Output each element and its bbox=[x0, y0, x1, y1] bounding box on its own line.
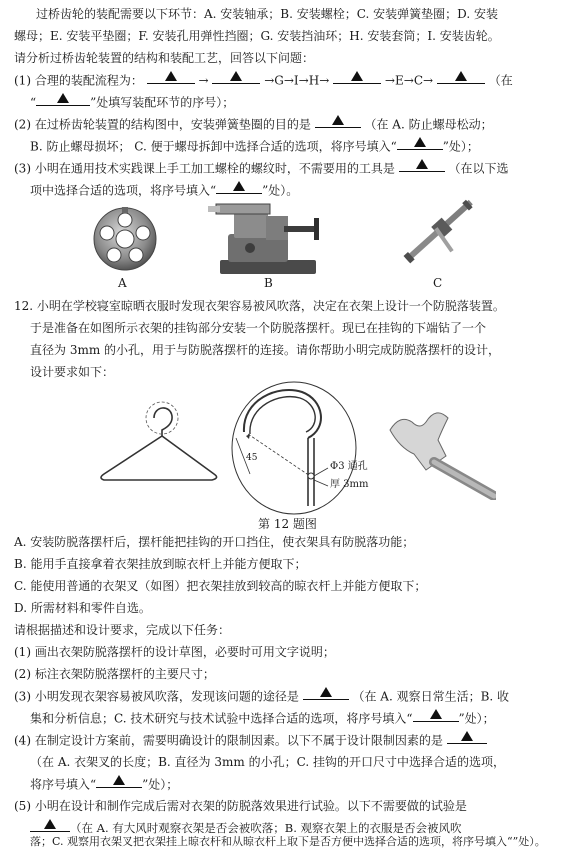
answer-triangle-icon bbox=[147, 69, 195, 83]
task-5-line-1: (5) 小明在设计和制作完成后需对衣架的防脱落效果进行试验。以下不需要做的试验是 bbox=[14, 799, 467, 813]
task-3-line-2 bbox=[30, 708, 495, 730]
flow-arrow: → bbox=[423, 73, 434, 88]
q11-part2-text: (2) 在过桥齿轮装置的结构图中，安装弹簧垫圈的目的是 bbox=[14, 117, 311, 132]
answer-blank-3[interactable] bbox=[333, 69, 381, 91]
answer-blank-8[interactable] bbox=[447, 729, 487, 751]
answer-blank-7[interactable] bbox=[303, 685, 349, 707]
answer-triangle-icon bbox=[216, 179, 262, 193]
flow-arrow: → bbox=[264, 73, 275, 88]
flow-step-g: G bbox=[274, 73, 284, 88]
q12-stem-line-4: 设计要求如下： bbox=[30, 365, 115, 379]
task-4-line-3 bbox=[30, 774, 178, 796]
answer-triangle-icon bbox=[397, 135, 443, 149]
answer-triangle-icon bbox=[437, 69, 485, 83]
q11-part3-options-2: 项中选择合适的选项，将序号填入“ bbox=[30, 183, 217, 198]
answer-blank-5[interactable] bbox=[315, 113, 361, 135]
task-4-tail: ”处）； bbox=[142, 777, 179, 792]
flow-arrow: → bbox=[403, 73, 414, 88]
task-5-options-3: 落；C. 观察用衣架叉把衣架挂上晾衣杆和从晾衣杆上取下是否方便中选择合适的选项， bbox=[30, 836, 453, 848]
task-5-tail: ”处）。 bbox=[512, 836, 546, 848]
dim-45-label: 45 bbox=[246, 453, 258, 463]
answer-triangle-icon bbox=[30, 817, 70, 831]
task-5-overflow bbox=[30, 836, 570, 848]
requirement-b: B. 能用手直接拿着衣架挂放到晾衣杆上并能方便取下； bbox=[14, 557, 307, 571]
answer-triangle-icon bbox=[399, 157, 445, 171]
tap-wrench-image bbox=[398, 190, 478, 276]
flow-arrow: → bbox=[198, 73, 209, 88]
task-1: (1) 画出衣架防脱落摆杆的设计草图，必要时可用文字说明； bbox=[14, 645, 335, 659]
q12-stem-line-2: 于是准备在如图所示衣架的挂钩部分安装一个防脱落摆杆。现已在挂钩的下端钻了一个 bbox=[30, 321, 487, 335]
task-4-text: (4) 在制定设计方案前，需要明确设计的限制因素。以下不属于设计限制因素的是 bbox=[14, 733, 443, 748]
task-5-fill-text: 将序号填入“ bbox=[452, 836, 513, 848]
task-intro: 请根据描述和设计要求，完成以下任务： bbox=[14, 623, 231, 637]
answer-blank-2[interactable] bbox=[212, 69, 260, 91]
answer-blank-4[interactable] bbox=[437, 69, 485, 91]
answer-blank-ref bbox=[96, 773, 142, 795]
answer-triangle-icon bbox=[36, 91, 90, 105]
q11-part3-line-1 bbox=[14, 158, 509, 180]
tool-label-a: A bbox=[118, 276, 127, 290]
answer-triangle-icon bbox=[333, 69, 381, 83]
answer-triangle-icon bbox=[212, 69, 260, 83]
q11-intro-line-2: 螺母；E. 安装平垫圈；F. 安装孔用弹性挡圈；G. 安装挡油环；H. 安装套筒；I. 安装齿轮。 bbox=[14, 29, 500, 43]
q11-part1-tail: 处填写装配环节的序号）； bbox=[96, 95, 235, 110]
answer-triangle-icon bbox=[96, 773, 142, 787]
task-2: (2) 标注衣架防脱落摆杆的主要尺寸； bbox=[14, 667, 215, 681]
requirement-d: D. 所需材料和零件自选。 bbox=[14, 601, 151, 615]
q11-part2-options-2: B. 防止螺母损坏； C. 便于螺母拆卸中选择合适的选项，将序号填入“ bbox=[30, 139, 397, 154]
task-3-options-2: 集和分析信息；C. 技术研究与技术试验中选择合适的选项，将序号填入“ bbox=[30, 711, 413, 726]
answer-triangle-icon bbox=[413, 707, 459, 721]
q11-part1-line-2: “ ”处填写装配环节的序号）； bbox=[30, 92, 234, 114]
q11-intro-line-3: 请分析过桥齿轮装置的结构和装配工艺，回答以下问题： bbox=[14, 51, 315, 65]
task-3-tail: ”处）； bbox=[458, 711, 495, 726]
q12-stem-line-1: 12. 小明在学校寝室晾晒衣服时发现衣架容易被风吹落，决定在衣架上设计一个防脱落装置。 bbox=[14, 299, 505, 313]
answer-triangle-icon bbox=[447, 729, 487, 743]
task-3-text: (3) 小明发现衣架容易被风吹落，发现该问题的途径是 bbox=[14, 689, 299, 704]
q12-stem-line-3: 直径为 3mm 的小孔，用于与防脱落摆杆的连接。请你帮助小明完成防脱落摆杆的设计， bbox=[30, 343, 501, 357]
task-4-line-2: （在 A. 衣架叉的长度；B. 直径为 3mm 的小孔；C. 挂钩的开口尺寸中选择合适的选项， bbox=[30, 755, 505, 769]
answer-blank-ref bbox=[36, 91, 90, 113]
tool-label-b: B bbox=[264, 276, 273, 290]
q11-part2-options: （在 A. 防止螺母松动； bbox=[364, 117, 493, 132]
answer-triangle-icon bbox=[303, 685, 349, 699]
requirement-c: C. 能使用普通的衣架叉（如图）把衣架挂放到较高的晾衣杆上并能方便取下； bbox=[14, 579, 427, 593]
task-4-line-1 bbox=[14, 730, 487, 752]
flow-step-i: I bbox=[293, 73, 299, 88]
hanger-fork-figure bbox=[386, 400, 496, 500]
tool-label-c: C bbox=[433, 276, 443, 290]
q11-part3-tail: ”处）。 bbox=[262, 183, 299, 198]
q11-part1-line bbox=[14, 70, 513, 92]
die-tool-image bbox=[84, 206, 166, 272]
flow-step-h: H bbox=[308, 73, 320, 88]
answer-blank-1[interactable] bbox=[147, 69, 195, 91]
answer-blank-ref bbox=[397, 135, 443, 157]
q11-part2-line-1 bbox=[14, 114, 493, 136]
q11-part2-line-2 bbox=[30, 136, 479, 158]
q11-part2-tail: ”处）； bbox=[442, 139, 479, 154]
task-4-fill-text: 将序号填入“ bbox=[30, 777, 97, 792]
flow-step-e: E bbox=[394, 73, 404, 88]
flow-arrow: → bbox=[319, 73, 330, 88]
q11-intro-line-1: 过桥齿轮的装配需要以下环节：A. 安装轴承；B. 安装螺栓；C. 安装弹簧垫圈；D. 安装 bbox=[36, 7, 498, 21]
answer-blank-6[interactable] bbox=[399, 157, 445, 179]
task-5-options: （在 A. 有大风时观察衣架是否会被吹落；B. 观察衣架上的衣服是否会被风吹 bbox=[70, 821, 462, 835]
flow-arrow: → bbox=[298, 73, 309, 88]
q11-part3-text: (3) 小明在通用技术实践课上手工加工螺栓的螺纹时，不需要用的工具是 bbox=[14, 161, 395, 176]
requirement-a: A. 安装防脱落摆杆后，摆杆能把挂钩的开口挡住，使衣架具有防脱落功能； bbox=[14, 535, 415, 549]
flow-step-c: C bbox=[413, 73, 423, 88]
task-3-options: （在 A. 观察日常生活；B. 收 bbox=[352, 689, 510, 704]
q11-part3-options: （在以下选 bbox=[448, 161, 509, 176]
q11-part1-label: (1) 合理的装配流程为： bbox=[14, 73, 143, 88]
dim-thickness-label: 厚 3mm bbox=[330, 479, 369, 490]
bench-vise-image bbox=[206, 196, 334, 280]
figure-caption: 第 12 题图 bbox=[258, 517, 317, 531]
answer-blank-ref bbox=[413, 707, 459, 729]
flow-arrow: → bbox=[384, 73, 395, 88]
q11-part1-paren: （在 bbox=[488, 73, 513, 88]
dim-hole-label: Φ3 通孔 bbox=[330, 461, 368, 472]
flow-arrow: → bbox=[283, 73, 294, 88]
clothes-hanger-figure bbox=[96, 396, 226, 496]
answer-triangle-icon bbox=[315, 113, 361, 127]
task-3-line-1 bbox=[14, 686, 509, 708]
